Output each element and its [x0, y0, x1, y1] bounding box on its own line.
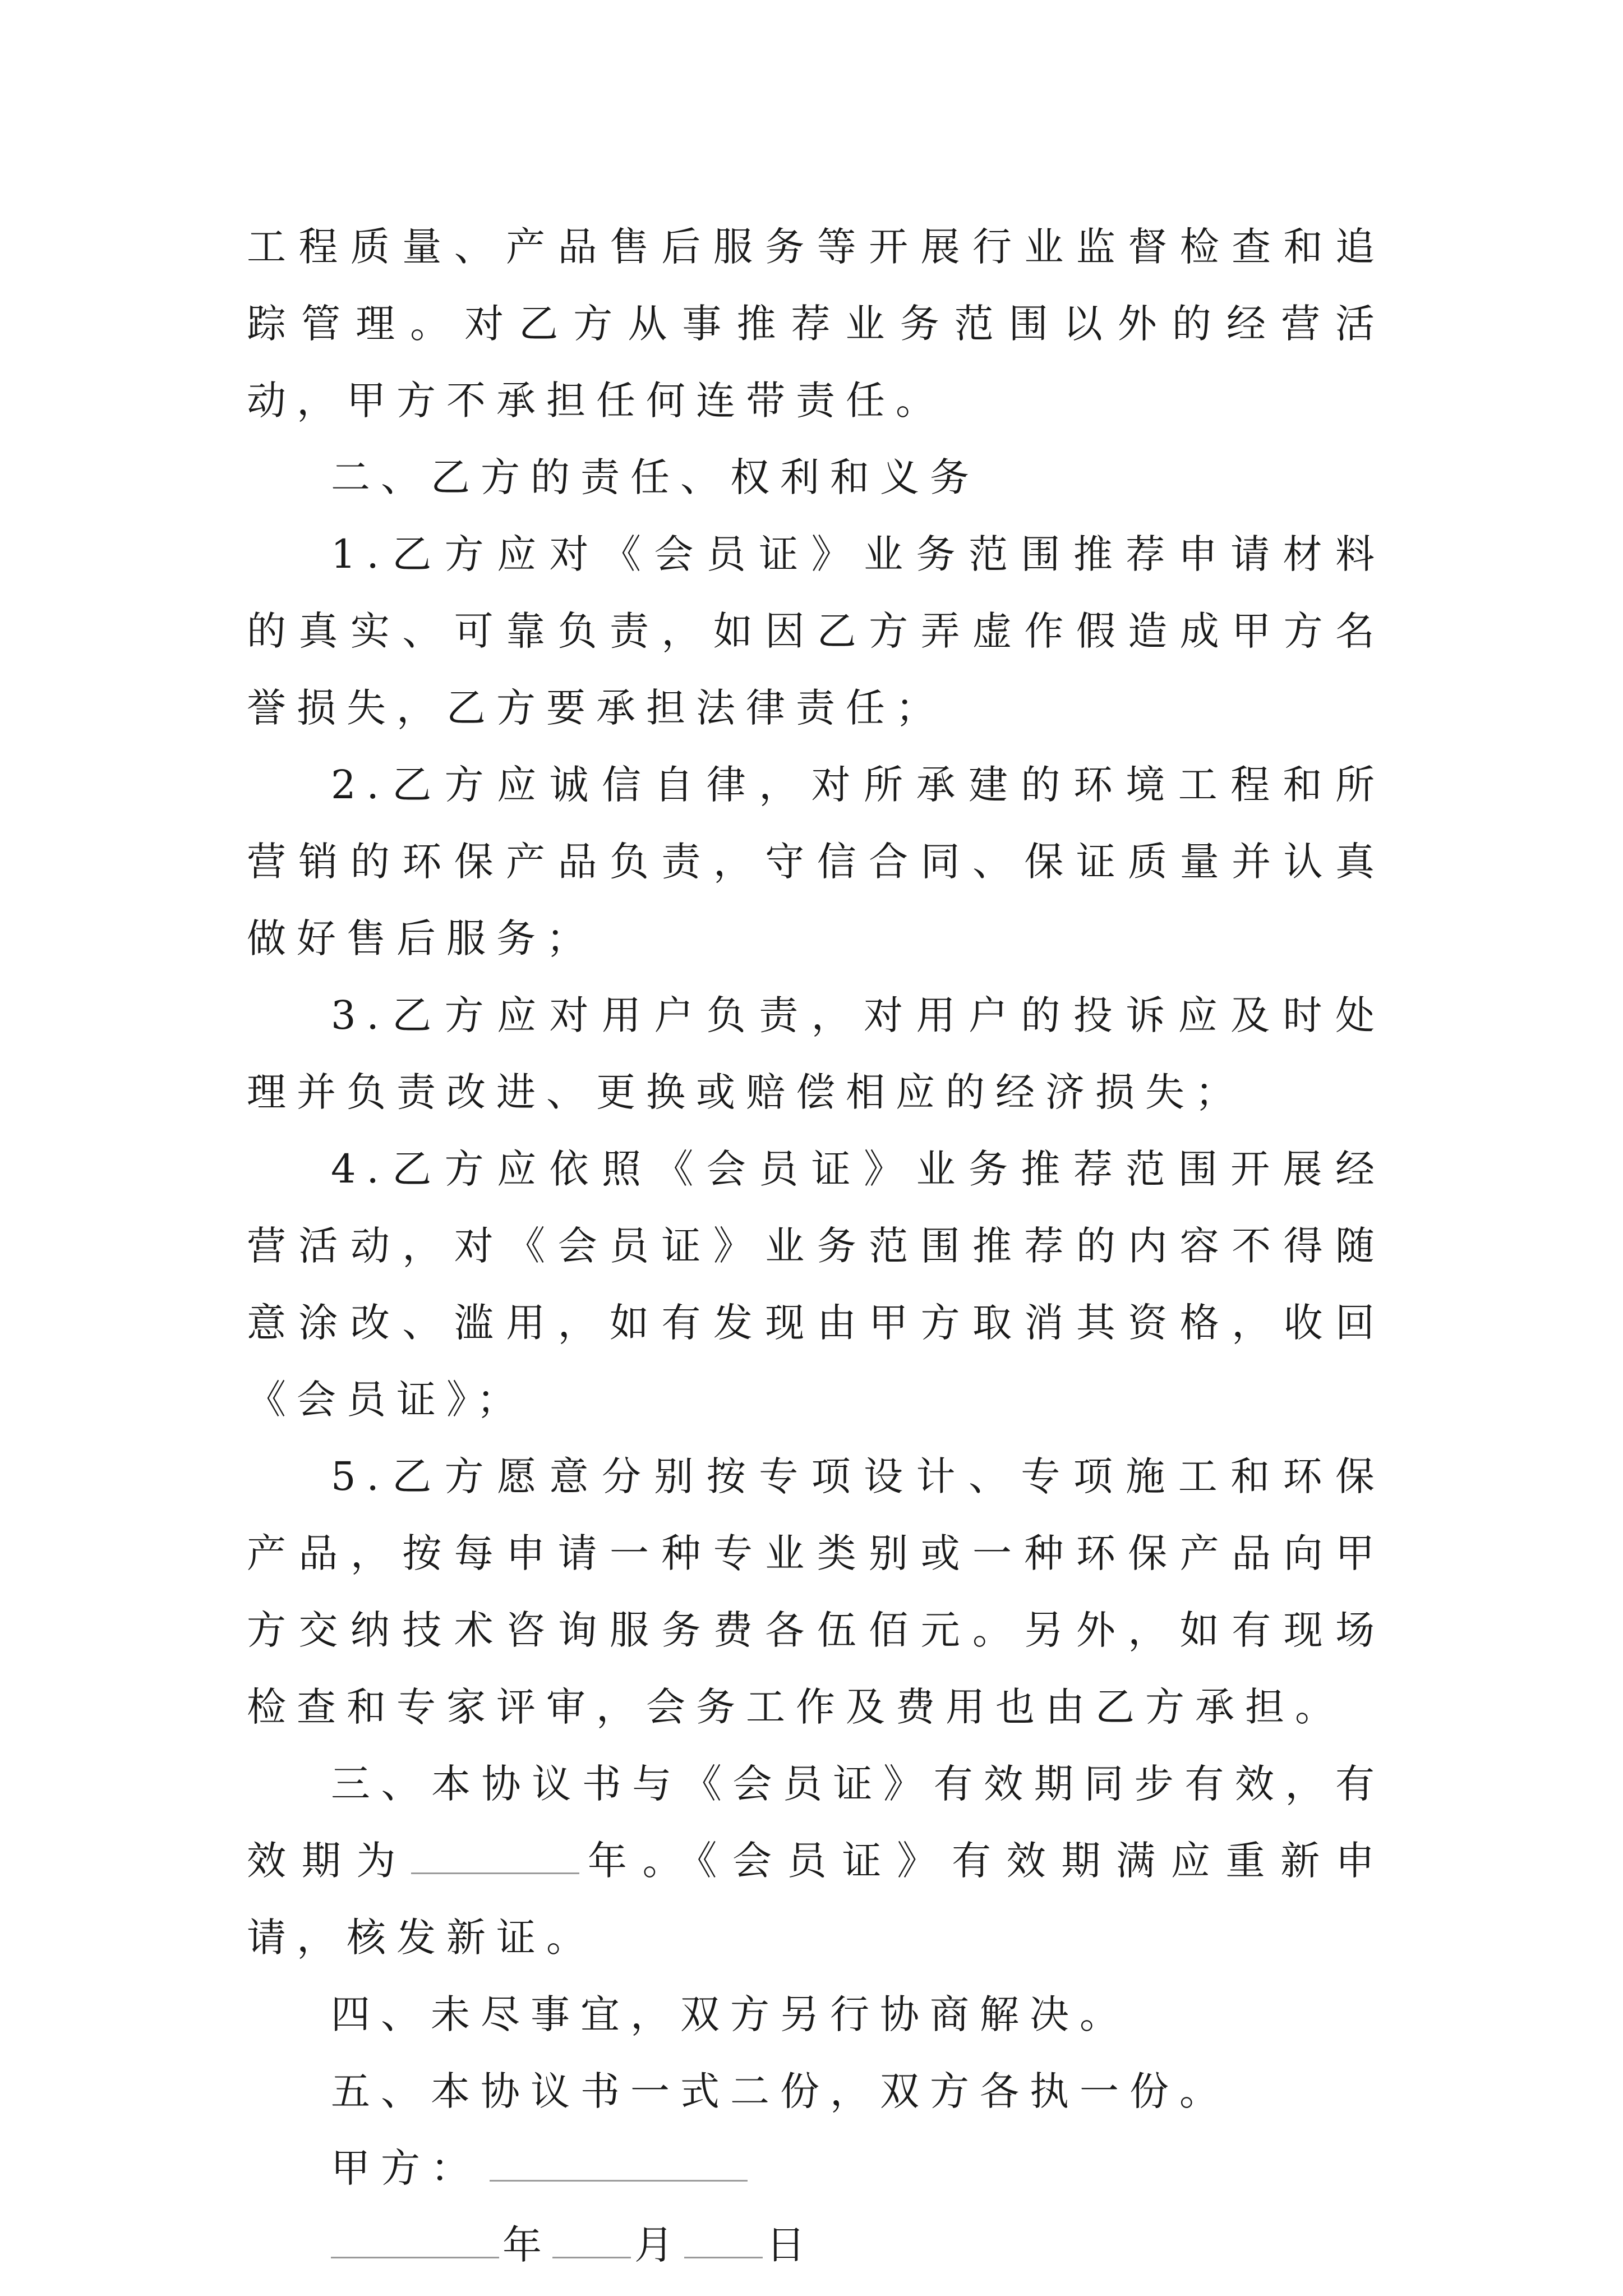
year-blank [331, 2223, 499, 2258]
document-body [247, 209, 1385, 2284]
section-4: 四、未尽事宜，双方另行协商解决。 [331, 1991, 1129, 2037]
date-month-label: 月 [634, 2222, 684, 2268]
section-3-prefix: 三、本协议书与《会员证》有效期同步有效，有效期为 [247, 1761, 1385, 1884]
section-2-heading: 二、乙方的责任、权利和义务 [331, 454, 980, 500]
date-line [247, 2207, 1385, 2284]
party-a-blank [490, 2146, 748, 2182]
paragraph-continuation: 工程质量、产品售后服务等开展行业监督检查和追踪管理。对乙方从事推荐业务范围以外的经营活动，甲方不承担任何连带责任。 [247, 224, 1385, 424]
section-3-suffix: 年。《会员证》有效期满应重新申请，核发新证。 [247, 1838, 1386, 1961]
item-4: 4.乙方应依照《会员证》业务推荐范围开展经营活动，对《会员证》业务范围推荐的内容不得随意涂改、滥用，如有发现由甲方取消其资格，收回《会员证》； [247, 1146, 1385, 1423]
month-blank [552, 2223, 631, 2258]
item-5: 5.乙方愿意分别按专项设计、专项施工和环保产品，按每申请一种专业类别或一种环保产品向甲方交纳技术咨询服务费各伍佰元。另外，如有现场检查和专家评审，会务工作及费用也由乙方承担。 [247, 1453, 1385, 1730]
party-a-line [247, 2130, 1385, 2207]
item-2: 2.乙方应诚信自律，对所承建的环境工程和所营销的环保产品负责，守信合同、保证质量并认真做好售后服务； [247, 762, 1385, 961]
item-3: 3.乙方应对用户负责，对用户的投诉应及时处理并负责改进、更换或赔偿相应的经济损失； [247, 992, 1385, 1115]
item-1: 1.乙方应对《会员证》业务范围推荐申请材料的真实、可靠负责，如因乙方弄虚作假造成甲方名誉损失，乙方要承担法律责任； [247, 531, 1385, 731]
party-a-label: 甲方： [331, 2145, 481, 2191]
term-years-blank [411, 1839, 579, 1874]
date-day-label: 日 [766, 2222, 816, 2268]
day-blank [684, 2223, 763, 2258]
section-3 [247, 1746, 1385, 1976]
date-year-label: 年 [502, 2222, 552, 2268]
section-5: 五、本协议书一式二份，双方各执一份。 [331, 2068, 1229, 2114]
